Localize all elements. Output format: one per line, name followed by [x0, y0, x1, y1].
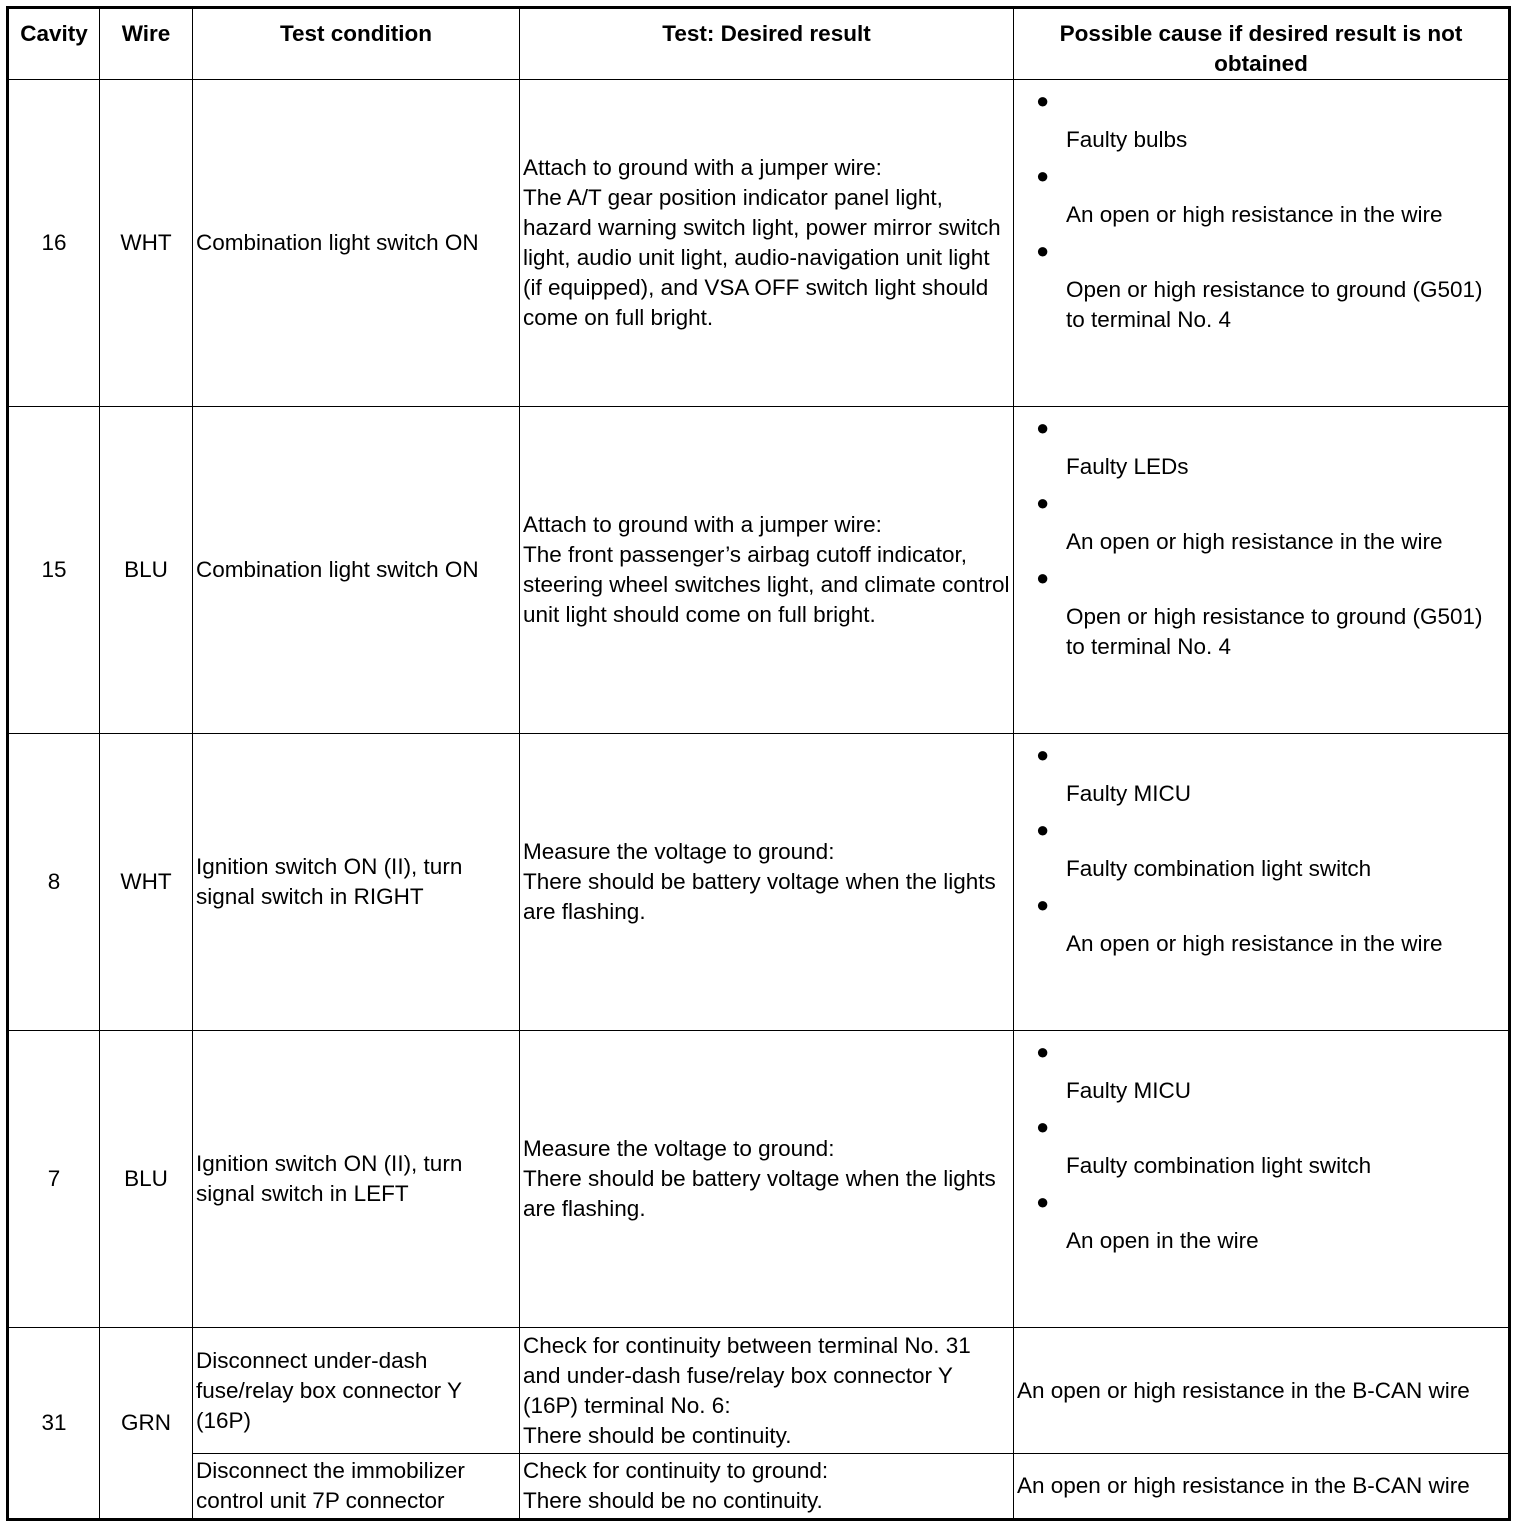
wire-cell: GRN	[100, 1328, 193, 1520]
cause-list-item: ● An open or high resistance in the wire	[1036, 163, 1443, 227]
bullet-icon: ●	[1036, 490, 1050, 515]
result-cell: Attach to ground with a jumper wire: The front passenger’s airbag cutoff indicator, steering wheel switches light, and climate control unit light should come on full bright.	[520, 407, 1014, 734]
header-test-condition: Test condition	[193, 8, 520, 80]
cause-list-item: ● An open or high resistance in the wire	[1036, 490, 1443, 554]
wire-cell: WHT	[100, 734, 193, 1031]
cavity-cell: 15	[8, 407, 100, 734]
condition-cell: Disconnect the immobilizer control unit 7P connector	[193, 1454, 520, 1520]
cause-list-item: ● An open or high resistance in the wire	[1036, 892, 1443, 956]
table-row	[8, 1328, 1510, 1454]
result-cell: Measure the voltage to ground: There should be battery voltage when the lights are flashing.	[520, 734, 1014, 1031]
table-row	[8, 80, 1510, 407]
cause-cell	[1014, 1031, 1510, 1328]
header-wire: Wire	[100, 8, 193, 80]
condition-cell: Ignition switch ON (II), turn signal switch in RIGHT	[193, 734, 520, 1031]
result-cell: Check for continuity to ground: There should be no continuity.	[520, 1454, 1014, 1520]
connector-test-table	[6, 6, 1511, 1521]
cavity-cell: 8	[8, 734, 100, 1031]
wire-cell: WHT	[100, 80, 193, 407]
bullet-icon: ●	[1036, 742, 1050, 767]
cavity-cell: 16	[8, 80, 100, 407]
cause-cell: An open or high resistance in the B-CAN wire	[1014, 1454, 1510, 1520]
bullet-icon: ●	[1036, 1039, 1050, 1064]
cause-list-item: ● An open in the wire	[1036, 1189, 1259, 1253]
table-row	[8, 734, 1510, 1031]
condition-cell: Ignition switch ON (II), turn signal switch in LEFT	[193, 1031, 520, 1328]
condition-cell: Combination light switch ON	[193, 80, 520, 407]
bullet-icon: ●	[1036, 238, 1050, 263]
header-possible-cause: Possible cause if desired result is not obtained	[1014, 8, 1510, 80]
cavity-cell: 31	[8, 1328, 100, 1520]
header-desired-result: Test: Desired result	[520, 8, 1014, 80]
cause-list-item: ● Faulty bulbs	[1036, 88, 1188, 152]
wire-cell: BLU	[100, 1031, 193, 1328]
cause-list-item: ● Faulty combination light switch	[1036, 1114, 1372, 1178]
table-row	[8, 1454, 1510, 1520]
cause-cell: An open or high resistance in the B-CAN wire	[1014, 1328, 1510, 1454]
bullet-icon: ●	[1036, 892, 1050, 917]
bullet-icon: ●	[1036, 565, 1050, 590]
bullet-icon: ●	[1036, 415, 1050, 440]
result-cell: Check for continuity between terminal No. 31 and under-dash fuse/relay box connector Y (16P) terminal No. 6: There should be continuity.	[520, 1328, 1014, 1454]
wire-cell: BLU	[100, 407, 193, 734]
header-row	[8, 8, 1510, 80]
bullet-icon: ●	[1036, 817, 1050, 842]
cavity-cell: 7	[8, 1031, 100, 1328]
cause-cell	[1014, 80, 1510, 407]
cause-list-item: ● Faulty MICU	[1036, 1039, 1192, 1103]
bullet-icon: ●	[1036, 1114, 1050, 1139]
cause-list-item: ● Faulty LEDs	[1036, 415, 1189, 479]
cause-list-item: ● Open or high resistance to ground (G501) to terminal No. 4	[1036, 238, 1483, 332]
cause-list-item: ● Open or high resistance to ground (G501) to terminal No. 4	[1036, 565, 1483, 659]
cause-list-item: ● Faulty MICU	[1036, 742, 1192, 806]
condition-cell: Combination light switch ON	[193, 407, 520, 734]
condition-cell: Disconnect under-dash fuse/relay box connector Y (16P)	[193, 1328, 520, 1454]
result-cell: Measure the voltage to ground: There should be battery voltage when the lights are flashing.	[520, 1031, 1014, 1328]
cause-list-item: ● Faulty combination light switch	[1036, 817, 1372, 881]
result-cell: Attach to ground with a jumper wire: The A/T gear position indicator panel light, hazard warning switch light, power mirror switch light, audio unit light, audio-navigation unit light (if equipped), and VSA OFF switch light should come on full bright.	[520, 80, 1014, 407]
table-row	[8, 407, 1510, 734]
table-row	[8, 1031, 1510, 1328]
bullet-icon: ●	[1036, 163, 1050, 188]
cause-cell	[1014, 407, 1510, 734]
bullet-icon: ●	[1036, 1189, 1050, 1214]
cause-cell	[1014, 734, 1510, 1031]
bullet-icon: ●	[1036, 88, 1050, 113]
header-cavity: Cavity	[8, 8, 100, 80]
